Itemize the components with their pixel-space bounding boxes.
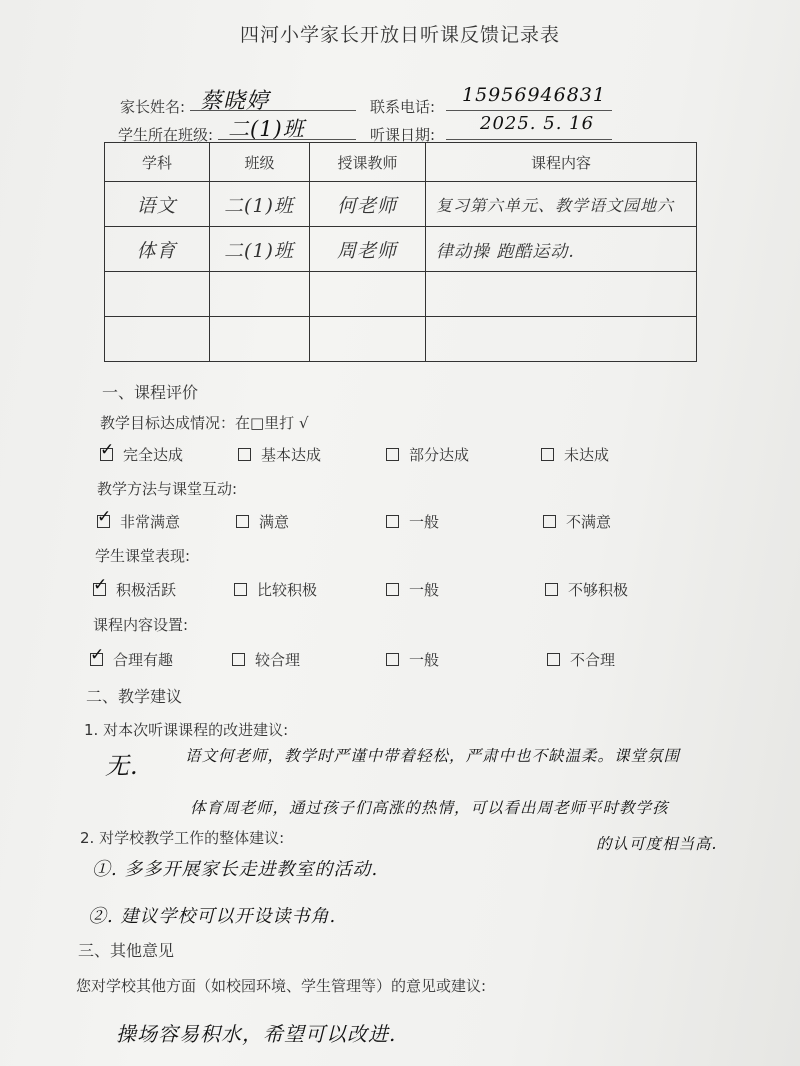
checkbox[interactable] xyxy=(386,653,399,666)
table-cell xyxy=(210,272,310,317)
phone-value: 15956946831 xyxy=(462,84,606,106)
table-cell xyxy=(105,272,210,317)
table-cell xyxy=(426,317,697,362)
course-table xyxy=(104,142,697,362)
checkbox[interactable] xyxy=(234,583,247,596)
content-option[interactable]: 不合理 xyxy=(547,649,615,670)
checkbox[interactable] xyxy=(236,515,249,528)
class-value: 二(1)班 xyxy=(228,117,305,141)
class-label: 学生所在班级: xyxy=(118,126,214,144)
table-cell: 何老师 xyxy=(310,182,426,227)
method-option[interactable]: 满意 xyxy=(236,511,289,532)
date-underline xyxy=(446,139,612,140)
table-cell: 二(1)班 xyxy=(210,182,310,227)
performance-option[interactable]: 一般 xyxy=(386,579,439,600)
performance-option[interactable]: 比较积极 xyxy=(234,579,317,600)
checkbox-checked[interactable] xyxy=(97,515,110,528)
parent-name-value: 蔡晓婷 xyxy=(200,89,270,114)
other-opinion-prompt: 您对学校其他方面（如校园环境、学生管理等）的意见或建议: xyxy=(76,977,487,995)
table-row xyxy=(105,182,697,227)
suggestion-answer-lead: 无. xyxy=(105,752,139,780)
table-row xyxy=(105,272,697,317)
table-row xyxy=(105,227,697,272)
table-cell xyxy=(310,317,426,362)
table-cell: 语文 xyxy=(105,182,210,227)
checkbox-checked[interactable] xyxy=(93,583,106,596)
other-opinion-answer: 操场容易积水，希望可以改进. xyxy=(116,1022,397,1046)
header-teacher: 授课教师 xyxy=(310,143,426,182)
table-cell xyxy=(310,272,426,317)
class-underline xyxy=(218,139,356,140)
date-value: 2025. 5. 16 xyxy=(480,113,595,134)
checkbox[interactable] xyxy=(238,448,251,461)
school-suggestion-1: ①. 多多开展家长走进教室的活动. xyxy=(92,859,379,880)
content-option[interactable]: ✓合理有趣 xyxy=(90,649,173,670)
table-cell: 律动操 跑酷运动. xyxy=(426,227,697,272)
table-cell xyxy=(105,317,210,362)
section-3-heading: 三、其他意见 xyxy=(78,941,175,960)
method-question: 教学方法与课堂互动: xyxy=(97,480,238,498)
section-1-heading: 一、课程评价 xyxy=(102,383,199,402)
content-option[interactable]: 较合理 xyxy=(232,649,300,670)
checkbox[interactable] xyxy=(386,515,399,528)
checkbox[interactable] xyxy=(543,515,556,528)
table-cell: 体育 xyxy=(105,227,210,272)
school-suggestion-2: ②. 建议学校可以开设读书角. xyxy=(88,906,337,927)
phone-label: 联系电话: xyxy=(370,98,436,116)
suggestion-question-2: 2. 对学校教学工作的整体建议: xyxy=(80,829,285,847)
form-title: 四河小学家长开放日听课反馈记录表 xyxy=(239,24,560,46)
suggestion-question-1: 1. 对本次听课课程的改进建议: xyxy=(84,721,289,739)
checkbox[interactable] xyxy=(386,583,399,596)
checkbox[interactable] xyxy=(547,653,560,666)
suggestion-answer-line-3: 的认可度相当高. xyxy=(596,835,718,853)
method-option[interactable]: 不满意 xyxy=(543,511,611,532)
table-cell: 周老师 xyxy=(310,227,426,272)
method-option[interactable]: 一般 xyxy=(386,511,439,532)
performance-question: 学生课堂表现: xyxy=(95,547,191,565)
suggestion-answer-line-1: 语文何老师，教学时严谨中带着轻松，严肃中也不缺温柔。课堂氛围 xyxy=(185,747,681,765)
checkbox-checked[interactable] xyxy=(100,448,113,461)
phone-underline xyxy=(446,110,612,111)
parent-name-label: 家长姓名: xyxy=(120,98,186,116)
table-cell: 复习第六单元、教学语文园地六 xyxy=(426,182,697,227)
checkbox[interactable] xyxy=(545,583,558,596)
checkbox-checked[interactable] xyxy=(90,653,103,666)
goal-option[interactable]: ✓完全达成 xyxy=(100,444,183,465)
goal-question: 教学目标达成情况：在□里打 √ xyxy=(100,414,309,432)
goal-option[interactable]: 未达成 xyxy=(541,444,609,465)
method-option[interactable]: ✓非常满意 xyxy=(97,511,180,532)
content-option[interactable]: 一般 xyxy=(386,649,439,670)
content-question: 课程内容设置: xyxy=(93,616,189,634)
date-label: 听课日期: xyxy=(370,126,436,144)
suggestion-answer-line-2: 体育周老师，通过孩子们高涨的热情，可以看出周老师平时教学孩 xyxy=(190,799,669,817)
table-row xyxy=(105,317,697,362)
header-class: 班级 xyxy=(210,143,310,182)
goal-option[interactable]: 部分达成 xyxy=(386,444,469,465)
table-header-row xyxy=(105,143,697,182)
section-2-heading: 二、教学建议 xyxy=(86,687,183,706)
checkbox[interactable] xyxy=(541,448,554,461)
table-cell: 二(1)班 xyxy=(210,227,310,272)
table-cell xyxy=(426,272,697,317)
performance-option[interactable]: ✓积极活跃 xyxy=(93,579,176,600)
header-content: 课程内容 xyxy=(426,143,697,182)
checkbox[interactable] xyxy=(232,653,245,666)
checkbox[interactable] xyxy=(386,448,399,461)
performance-option[interactable]: 不够积极 xyxy=(545,579,628,600)
goal-option[interactable]: 基本达成 xyxy=(238,444,321,465)
header-subject: 学科 xyxy=(105,143,210,182)
table-cell xyxy=(210,317,310,362)
parent-name-underline xyxy=(190,110,356,111)
